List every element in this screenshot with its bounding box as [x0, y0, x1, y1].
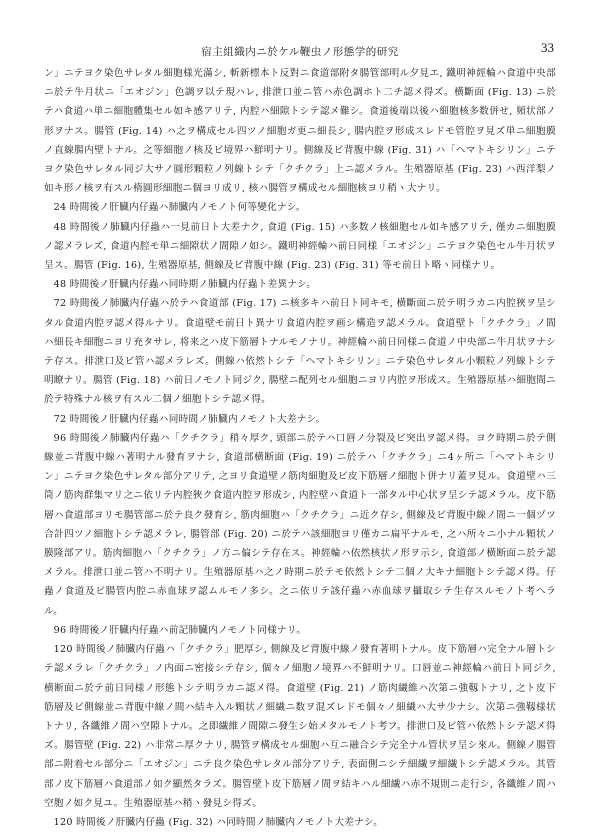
- paragraph: 72 時間後ノ肝臓内仔蟲ハ同時間ノ肺臓内ノモノト大差ナシ。: [53, 413, 326, 425]
- body-text: [44, 64, 556, 832]
- paragraph: 96 時間後ノ肺臓内仔蟲ハ「クチクラ」稍々厚ク, 頭部ニ於テハ口唇ノ分裂及ビ突出ヲ認メ得。ヨク時期ニ於テ側線並ニ背腹中線ハ著明ナル發育ヲナシ, 食道部横断面 (Fig. 19) ニ於テハ「クチクラ」ニ4ヶ所ニ「ヘマトキシリン」ニテヨク染色サレタル部分アリテ, 之ヨリ食道壁ノ筋肉細胞及ビ皮下筋層ノ細胞ト併ナリ蓋ヲ見ル。食道壁ハ三筒ノ筋肉群集マリ之ニ依リテ内腔狹ク食道内腔ヲ形成シ, 内腔壁ハ食道ト一部タル中心状ヲ呈シテ認メラル。皮下筋層ハ食道部ヨリモ腸管部ニ於テ良ク發育シ, 筋肉細胞ハ「クチクラ」ニ近ク存シ, 側線及ビ背腹中線ノ間ニ一個ヅツ合計四ツノ細胞トシテ認メラレ, 腸管部 (Fig. 20) ニ於テハ該細胞ヨリ僅カニ扁平ナルモ, 之ハ所々ニ小ナル顆状ノ膜隆部アリ。筋肉細胞ハ「クチクラ」ノ方ニ偏シテ存在ス。神經輪ハ依然核状ノ形ヲ示シ, 食道部ノ横断面ニ於テ認メラル。排泄口並ニ管ハ不明ナリ。生殖器原基ハ之ノ時期ニ於テモ依然トシテ二個ノ大キナ細胞トシテ認メ得。仔蟲ノ食道及ビ腸管内腔ニ赤血球ヲ認ムルモノ多シ。之ニ依リテ該仔蟲ハ赤血球ヲ攝取シテ生存スルモノト考ヘラル。: [44, 432, 556, 617]
- paragraph: 48 時間後ノ肝臓内仔蟲ハ同時期ノ肺臓内仔蟲ト差異ナシ。: [53, 279, 317, 291]
- page-number: 33: [541, 40, 554, 55]
- paragraph: 48 時間後ノ肺臓内仔蟲ハ一見前日ト大差ナク, 食道 (Fig. 15) ハ多数ノ核細胞セル如キ感アリテ, 僅カニ細胞膜ノ認メラレズ, 食道内腔モ単ニ細隙状ノ間隙ノ如シ。鐵明神經輪ハ前日同様「エオジン」ニテヨク染色セル牛月状ヲ呈ス。腸管 (Fig. 16), 生殖器原基, 側線及ビ背腹中線 (Fig. 23) (Fig. 31) 等モ前日ト略ヽ同様ナリ。: [44, 221, 556, 272]
- page-header: [44, 38, 556, 64]
- paragraph: 96 時間後ノ肝臓内仔蟲ハ前記肺臓内ノモノト同様ナリ。: [53, 624, 307, 636]
- paragraph: ン」ニテヨク染色サレタル細胞様光滿シ, 斬新標本ト反對ニ食道部附タ腸管部明ル夕見エ, 鐵明神經輪ハ食道中央部ニ於テ牛月状ニ「エオジン」色調ヲ以テ現ハレ, 排泄口並ニ管ハ赤色調ホト二チ認メ得ズ。横斷面 (Fig. 13) ニ於テハ食道ハ単ニ細胞體集セル如キ感アリテ, 内腔ハ細隙トシテ認メ難シ。食道後端以後ハ細胞核多数併せ, 頻状部ノ形ヲナス。腸管 (Fig. 14) ハ之ヲ構成セル四ツノ細胞ガ更ニ細長シ, 腸内腔ヲ形成スレドモ管腔ヲ見ズ単ニ細胞膜ノ直線腸内壁トナル。之等細胞ノ核及ビ境界ハ鮮明ナリ。側線及ビ背腹中線 (Fig. 31) ハ「ヘマトキシリン」ニテヨク染色サレタル同ジ大サノ圓形顆粒ノ列線トシテ「クチクラ」上ニ認メラル。生殖器原基 (Fig. 23) ハ西洋梨ノ如キ形ノ核ヲ有スル楕圓形細胞ニ個ヨリ成リ, 核ハ腸管ヲ構成セル細胞核ヨリ稍ヽ大ナリ。: [44, 68, 556, 195]
- paragraph: 72 時間後ノ肺臓内仔蟲ハ於テハ食道部 (Fig. 17) ニ核多キハ前日ト同キモ, 横斷面ニ於テ明ラカニ内腔狹ヲ呈シタル食道内腔ヲ認メ得ルナリ。食道壁モ前日ト異ナリ食道内腔ヲ画シ構造ヲ認メラル。食道壁ト「クチクラ」ノ間ハ細長キ細胞ニヨリ充タサレ, 将来之ハ皮下筋層トナルモノナリ。神經輪ハ前日同様ニ食道ノ中央部ニ牛月状ヲナシテ存ス。排泄口及ビ管ハ認メラレズ。側線ハ依然トシテ「ヘマトキシリン」ニテ染色サレタル小顆粒ノ列線トシテ明瞭ナリ。腸管 (Fig. 18) ハ前日ノモノト同ジク, 腸壁ニ配列セル細胞ニヨリ内腔ヲ形成ス。生殖器原基ハ細胞間ニ於テ特殊ナル核ヲ有スル二個ノ細胞トシテ認メ得。: [44, 298, 557, 406]
- paragraph: 120 時間後ノ肺臓内仔蟲ハ「クチクラ」肥厚シ, 側線及ビ背腹中線ノ發育著明トナル。皮下筋層ハ完全ナル層トシテ認メラレ「クチクラ」ノ内面ニ密接シテ存シ, 個々ノ細胞ノ境界ハ不鮮明ナリ。口唇並ニ神經輪ハ前日ト同ジク, 横断面ニ於テ前日同様ノ形態トシテ明ラカニ認メ得。食道壁 (Fig. 21) ノ筋肉繊維ハ次第ニ強靱トナリ, 之ト皮下筋層及ビ側線並ニ背腹中線ノ間ハ結キ入ル顆状ノ細繊ニ数ヲ混ズレドモ個々ノ細繊ハ大サ少ナシ。次第ニ強靱様状トナリ, 各纖維ノ間ハ空隙トナル。之即繊維ノ間隙ニ發生シ始メタルモノト考フ。排泄口及ビ管ハ依然トシテ認メ得ズ。腸管壁 (Fig. 22) ハ非常ニ厚クナリ, 腸管ヲ構成セル細胞ハ互ニ融合シテ完全ナル管状ヲ呈シ來ル。側線ノ腸管部ニ附着セル部分ニ「エオジン」ニテ良ク染色サレタル部分アリテ, 表面側ニシテ細繊ヲ細繊トシテ認メラル。其管部ノ皮下筋層ハ食道部ノ如ク顯然タラズ。腸管壁ト皮下筋層ノ間ヲ結キハル細繊ハ赤不規則ニ走行シ, 各纖維ノ間ハ空胞ノ如ク見ユ。生殖器原基ハ稍ヽ發見シ得ズ。: [44, 644, 556, 809]
- running-title: 宿主組織内ニ於ケル鞭虫ノ形態学的研究: [201, 46, 399, 58]
- paragraph: 24 時間後ノ肝臓内仔蟲ハ肺臓内ノモノト何等變化ナシ。: [53, 202, 306, 214]
- paragraph: 120 時間後ノ肝臓内仔蟲 (Fig. 32) ハ同時間ノ肺臓内ノモノト大差ナシ。: [53, 816, 384, 828]
